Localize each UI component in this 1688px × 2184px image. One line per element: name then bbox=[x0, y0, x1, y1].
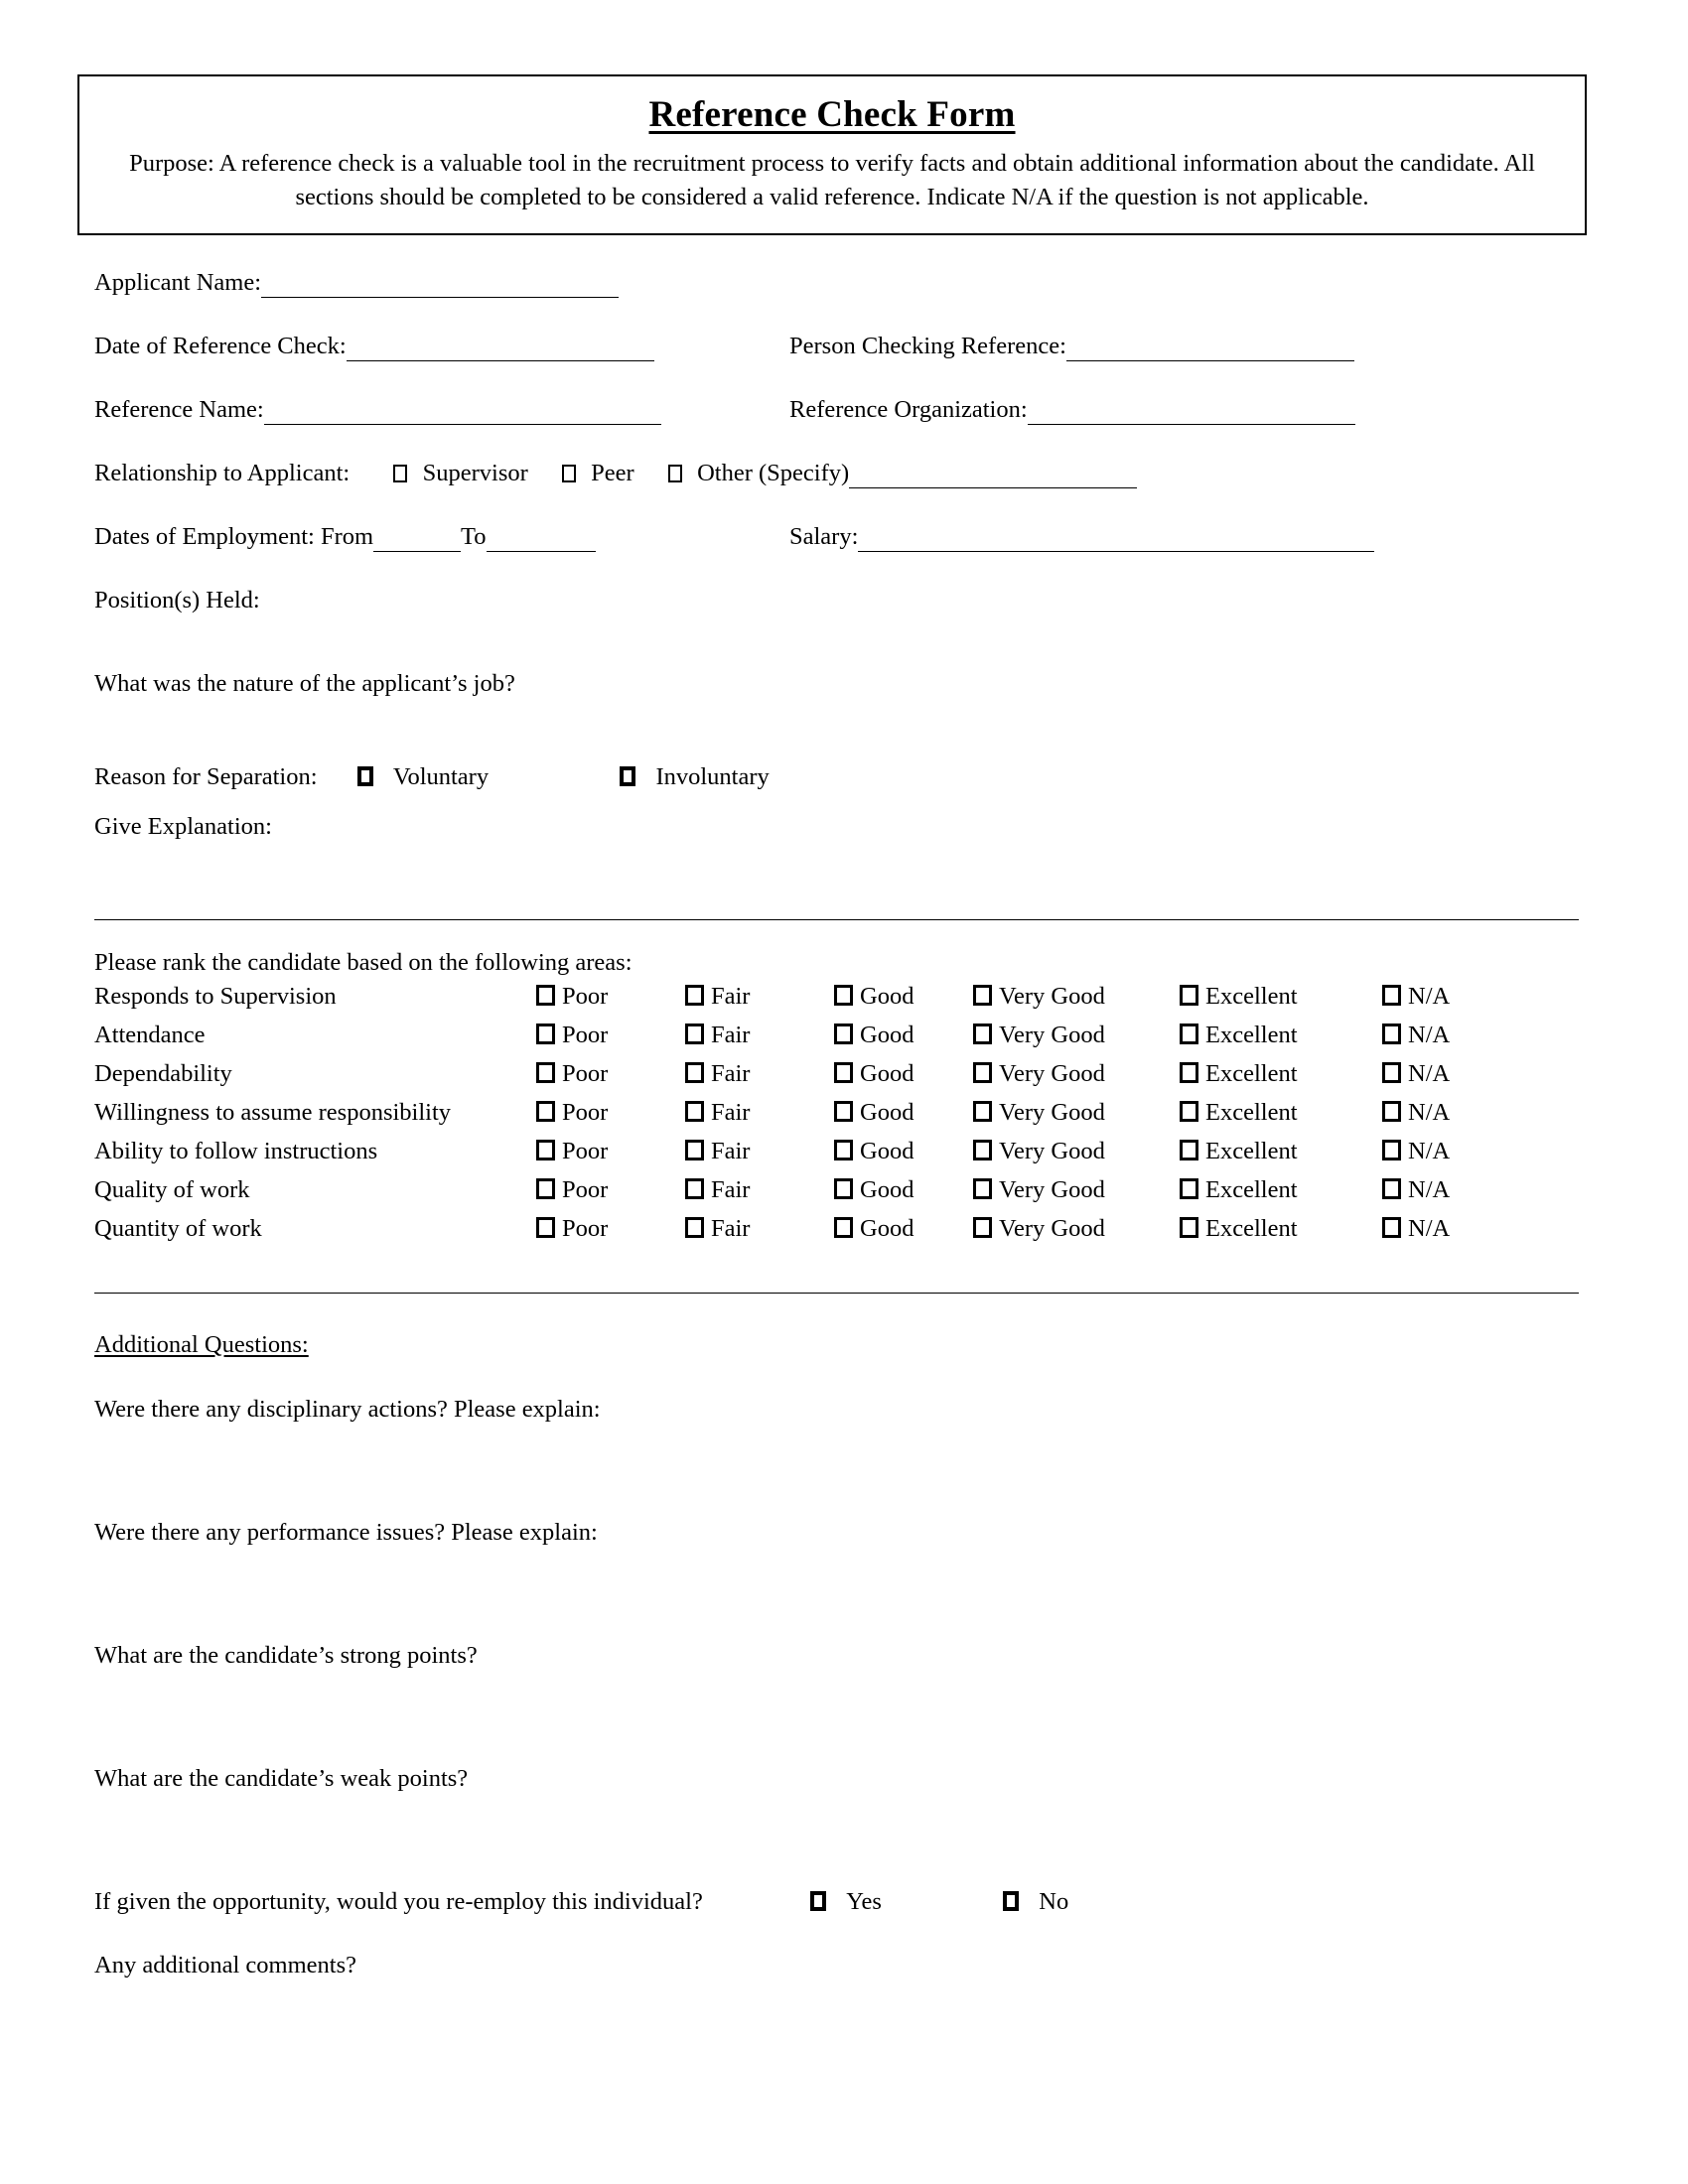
rating-option[interactable] bbox=[1382, 1060, 1450, 1088]
rating-row bbox=[94, 1060, 1584, 1099]
nature-of-job-question: What was the nature of the applicant’s job? bbox=[94, 670, 515, 697]
separation-option-voluntary-label: Voluntary bbox=[392, 763, 490, 790]
rating-option-label: Excellent bbox=[1205, 1176, 1298, 1203]
date-of-reference-check-row bbox=[94, 332, 654, 363]
rating-option-label: Good bbox=[860, 1138, 914, 1164]
rating-option-label: Excellent bbox=[1205, 1022, 1298, 1048]
checkbox-reemploy-no-icon[interactable] bbox=[1003, 1891, 1019, 1911]
rating-option-label: Excellent bbox=[1205, 1215, 1298, 1242]
person-checking-reference-label: Person Checking Reference: bbox=[789, 333, 1066, 359]
rating-row bbox=[94, 983, 1584, 1022]
rating-option[interactable] bbox=[536, 983, 608, 1011]
rating-option[interactable] bbox=[973, 1060, 1105, 1088]
checkbox-icon[interactable] bbox=[536, 1140, 555, 1160]
relationship-other-input[interactable] bbox=[849, 459, 1137, 488]
rating-option[interactable] bbox=[1382, 1176, 1450, 1204]
checkbox-icon[interactable] bbox=[834, 1101, 853, 1122]
checkbox-icon[interactable] bbox=[1180, 985, 1198, 1006]
rating-option[interactable] bbox=[973, 1215, 1105, 1243]
rating-option-label: Poor bbox=[562, 1138, 609, 1164]
rating-option-label: Poor bbox=[562, 1176, 609, 1203]
applicant-name-input[interactable] bbox=[261, 268, 619, 298]
reemploy-question-label: If given the opportunity, would you re-employ this individual? bbox=[94, 1888, 703, 1915]
rating-option-label: N/A bbox=[1408, 983, 1451, 1010]
checkbox-icon[interactable] bbox=[1180, 1140, 1198, 1160]
checkbox-icon[interactable] bbox=[834, 1140, 853, 1160]
reference-name-input[interactable] bbox=[264, 395, 661, 425]
rating-row bbox=[94, 1138, 1584, 1176]
checkbox-icon[interactable] bbox=[685, 1062, 704, 1083]
checkbox-icon[interactable] bbox=[973, 1024, 992, 1044]
rating-option[interactable] bbox=[1180, 1138, 1298, 1165]
rating-option-label: Poor bbox=[562, 1099, 609, 1126]
rating-option[interactable] bbox=[536, 1215, 608, 1243]
checkbox-icon[interactable] bbox=[1180, 1062, 1198, 1083]
rating-option[interactable] bbox=[536, 1022, 608, 1049]
person-checking-reference-input[interactable] bbox=[1066, 332, 1354, 361]
rating-option-label: Fair bbox=[711, 1215, 751, 1242]
rating-option-label: N/A bbox=[1408, 1099, 1451, 1126]
rating-option-label: Fair bbox=[711, 1022, 751, 1048]
positions-held-label: Position(s) Held: bbox=[94, 587, 260, 614]
rating-row-label: Dependability bbox=[94, 1060, 232, 1087]
reason-for-separation-label: Reason for Separation: bbox=[94, 763, 318, 790]
rating-option-label: Very Good bbox=[999, 1060, 1105, 1087]
checkbox-icon[interactable] bbox=[1382, 1217, 1401, 1238]
rating-option-label: Good bbox=[860, 1099, 914, 1126]
checkbox-icon[interactable] bbox=[1382, 1062, 1401, 1083]
rating-option[interactable] bbox=[973, 1176, 1105, 1204]
rating-option[interactable] bbox=[1180, 1215, 1298, 1243]
checkbox-icon[interactable] bbox=[973, 1140, 992, 1160]
reference-organization-input[interactable] bbox=[1028, 395, 1355, 425]
checkbox-icon[interactable] bbox=[973, 1101, 992, 1122]
checkbox-icon[interactable] bbox=[1382, 1140, 1401, 1160]
rating-option[interactable] bbox=[834, 1176, 914, 1204]
checkbox-icon[interactable] bbox=[685, 1178, 704, 1199]
rating-option[interactable] bbox=[834, 983, 914, 1011]
checkbox-icon[interactable] bbox=[1382, 1178, 1401, 1199]
rating-option[interactable] bbox=[685, 1176, 750, 1204]
checkbox-icon[interactable] bbox=[1180, 1101, 1198, 1122]
checkbox-icon[interactable] bbox=[1382, 1024, 1401, 1044]
salary-row bbox=[789, 522, 1374, 554]
question-weak-points: What are the candidate’s weak points? bbox=[94, 1765, 469, 1792]
dates-to-label: To bbox=[461, 523, 487, 550]
rating-option[interactable] bbox=[1382, 1215, 1450, 1243]
checkbox-icon[interactable] bbox=[536, 985, 555, 1006]
employment-from-input[interactable] bbox=[373, 522, 461, 552]
rating-option-label: N/A bbox=[1408, 1022, 1451, 1048]
relationship-option-peer-label: Peer bbox=[591, 460, 634, 486]
rating-option-label: Very Good bbox=[999, 1176, 1105, 1203]
rating-option-label: Excellent bbox=[1205, 983, 1298, 1010]
rating-option[interactable] bbox=[973, 983, 1105, 1011]
reference-organization-row bbox=[789, 395, 1355, 427]
rating-row-label: Attendance bbox=[94, 1022, 206, 1048]
rating-instruction: Please rank the candidate based on the following areas: bbox=[94, 949, 633, 976]
checkbox-icon[interactable] bbox=[834, 1217, 853, 1238]
rating-option-label: Very Good bbox=[999, 1099, 1105, 1126]
checkbox-icon[interactable] bbox=[973, 1217, 992, 1238]
rating-option[interactable] bbox=[1382, 1022, 1450, 1049]
rating-option-label: Fair bbox=[711, 983, 751, 1010]
rating-option[interactable] bbox=[834, 1099, 914, 1127]
rating-option[interactable] bbox=[536, 1060, 608, 1088]
checkbox-icon[interactable] bbox=[1180, 1217, 1198, 1238]
rating-row-label: Willingness to assume responsibility bbox=[94, 1099, 452, 1126]
rating-option[interactable] bbox=[1382, 1138, 1450, 1165]
give-explanation-label: Give Explanation: bbox=[94, 813, 272, 840]
checkbox-icon[interactable] bbox=[685, 985, 704, 1006]
rating-option-label: Good bbox=[860, 1022, 914, 1048]
checkbox-icon[interactable] bbox=[834, 1024, 853, 1044]
rating-option-label: Very Good bbox=[999, 983, 1105, 1010]
rating-option-label: Very Good bbox=[999, 1215, 1105, 1242]
checkbox-icon[interactable] bbox=[973, 1062, 992, 1083]
rating-row-label: Quantity of work bbox=[94, 1215, 262, 1242]
rating-row bbox=[94, 1099, 1584, 1138]
checkbox-icon[interactable] bbox=[1180, 1024, 1198, 1044]
rating-row-label: Responds to Supervision bbox=[94, 983, 337, 1010]
rating-option[interactable] bbox=[834, 1022, 914, 1049]
checkbox-icon[interactable] bbox=[834, 1062, 853, 1083]
rating-option-label: Poor bbox=[562, 983, 609, 1010]
relationship-to-applicant-row bbox=[94, 459, 1137, 490]
reference-organization-label: Reference Organization: bbox=[789, 396, 1028, 423]
employment-to-input[interactable] bbox=[487, 522, 596, 552]
rating-option-label: N/A bbox=[1408, 1215, 1451, 1242]
reemploy-option-yes-label: Yes bbox=[846, 1888, 882, 1915]
rating-option-label: Very Good bbox=[999, 1022, 1105, 1048]
purpose-paragraph: Purpose: A reference check is a valuable tool in the recruitment process to verify facts and obtain additional information about the candidate. All sections should be completed to be considered a valid reference. Indicate N/A if the question is not applicable. bbox=[129, 149, 1535, 211]
rating-option[interactable] bbox=[834, 1138, 914, 1165]
checkbox-icon[interactable] bbox=[1180, 1178, 1198, 1199]
rating-option-label: Good bbox=[860, 1215, 914, 1242]
rating-option-label: Poor bbox=[562, 1060, 609, 1087]
rating-option-label: Excellent bbox=[1205, 1138, 1298, 1164]
rating-option[interactable] bbox=[834, 1215, 914, 1243]
rating-option[interactable] bbox=[536, 1138, 608, 1165]
checkbox-peer-icon[interactable] bbox=[562, 465, 576, 482]
checkbox-icon[interactable] bbox=[536, 1062, 555, 1083]
checkbox-icon[interactable] bbox=[685, 1024, 704, 1044]
checkbox-other-icon[interactable] bbox=[668, 465, 682, 482]
rating-option-label: N/A bbox=[1408, 1176, 1451, 1203]
rating-option-label: Excellent bbox=[1205, 1099, 1298, 1126]
rating-option-label: Fair bbox=[711, 1176, 751, 1203]
rating-option[interactable] bbox=[973, 1022, 1105, 1049]
reason-for-separation-row bbox=[94, 762, 770, 791]
rating-option[interactable] bbox=[1180, 983, 1298, 1011]
rating-option-label: N/A bbox=[1408, 1138, 1451, 1164]
rating-option[interactable] bbox=[685, 1022, 750, 1049]
rating-option-label: Excellent bbox=[1205, 1060, 1298, 1087]
salary-label: Salary: bbox=[789, 523, 859, 550]
rating-option[interactable] bbox=[1180, 1099, 1298, 1127]
reemploy-option-no-label: No bbox=[1039, 1888, 1069, 1915]
rating-option[interactable] bbox=[536, 1099, 608, 1127]
rating-row bbox=[94, 1176, 1584, 1215]
rating-option[interactable] bbox=[536, 1176, 608, 1204]
rating-option-label: N/A bbox=[1408, 1060, 1451, 1087]
rating-option[interactable] bbox=[834, 1060, 914, 1088]
rating-option[interactable] bbox=[1382, 983, 1450, 1011]
rating-option[interactable] bbox=[1180, 1060, 1298, 1088]
question-disciplinary-actions: Were there any disciplinary actions? Please explain: bbox=[94, 1396, 601, 1423]
rating-option[interactable] bbox=[1180, 1176, 1298, 1204]
checkbox-reemploy-yes-icon[interactable] bbox=[810, 1891, 826, 1911]
rating-option-label: Poor bbox=[562, 1022, 609, 1048]
rating-row bbox=[94, 1215, 1584, 1254]
dates-of-employment-label: Dates of Employment: From bbox=[94, 523, 374, 550]
checkbox-supervisor-icon[interactable] bbox=[393, 465, 407, 482]
rating-option[interactable] bbox=[685, 983, 750, 1011]
person-checking-reference-row bbox=[789, 332, 1354, 363]
checkbox-icon[interactable] bbox=[536, 1024, 555, 1044]
rating-option-label: Poor bbox=[562, 1215, 609, 1242]
rating-option[interactable] bbox=[973, 1138, 1105, 1165]
checkbox-icon[interactable] bbox=[685, 1217, 704, 1238]
checkbox-icon[interactable] bbox=[834, 985, 853, 1006]
checkbox-icon[interactable] bbox=[1382, 1101, 1401, 1122]
rating-option-label: Fair bbox=[711, 1060, 751, 1087]
rating-option[interactable] bbox=[1180, 1022, 1298, 1049]
dates-of-employment-row bbox=[94, 522, 596, 554]
rating-option-label: Good bbox=[860, 1176, 914, 1203]
checkbox-voluntary-icon[interactable] bbox=[357, 766, 373, 786]
relationship-to-applicant-label: Relationship to Applicant: bbox=[94, 460, 351, 486]
salary-input[interactable] bbox=[858, 522, 1374, 552]
relationship-option-supervisor-label: Supervisor bbox=[422, 460, 528, 486]
additional-questions-heading: Additional Questions: bbox=[94, 1331, 309, 1358]
rating-row-label: Ability to follow instructions bbox=[94, 1138, 378, 1164]
reference-name-label: Reference Name: bbox=[94, 396, 264, 423]
rating-option[interactable] bbox=[685, 1215, 750, 1243]
reemploy-row bbox=[94, 1887, 1068, 1916]
applicant-name-label: Applicant Name: bbox=[94, 269, 262, 296]
rating-option[interactable] bbox=[685, 1099, 750, 1127]
relationship-option-other-label: Other (Specify) bbox=[697, 460, 850, 486]
rating-option[interactable] bbox=[685, 1138, 750, 1165]
rating-option-label: Fair bbox=[711, 1099, 751, 1126]
reference-name-row bbox=[94, 395, 661, 427]
divider-above-rating bbox=[94, 919, 1579, 920]
date-of-reference-check-label: Date of Reference Check: bbox=[94, 333, 347, 359]
checkbox-involuntary-icon[interactable] bbox=[620, 766, 635, 786]
rating-row-label: Quality of work bbox=[94, 1176, 250, 1203]
page-title: Reference Check Form bbox=[648, 94, 1016, 135]
rating-table bbox=[94, 983, 1584, 1254]
header-box bbox=[77, 74, 1587, 235]
date-of-reference-check-input[interactable] bbox=[347, 332, 654, 361]
question-performance-issues: Were there any performance issues? Please explain: bbox=[94, 1519, 598, 1546]
checkbox-icon[interactable] bbox=[834, 1178, 853, 1199]
checkbox-icon[interactable] bbox=[536, 1217, 555, 1238]
checkbox-icon[interactable] bbox=[685, 1101, 704, 1122]
checkbox-icon[interactable] bbox=[973, 985, 992, 1006]
checkbox-icon[interactable] bbox=[685, 1140, 704, 1160]
rating-option-label: Good bbox=[860, 983, 914, 1010]
rating-row bbox=[94, 1022, 1584, 1060]
rating-option[interactable] bbox=[685, 1060, 750, 1088]
checkbox-icon[interactable] bbox=[536, 1178, 555, 1199]
question-strong-points: What are the candidate’s strong points? bbox=[94, 1642, 478, 1669]
rating-option[interactable] bbox=[973, 1099, 1105, 1127]
checkbox-icon[interactable] bbox=[536, 1101, 555, 1122]
rating-option-label: Very Good bbox=[999, 1138, 1105, 1164]
separation-option-involuntary-label: Involuntary bbox=[655, 763, 770, 790]
applicant-name-row bbox=[94, 268, 619, 300]
divider-below-rating bbox=[94, 1293, 1579, 1294]
rating-option[interactable] bbox=[1382, 1099, 1450, 1127]
rating-option-label: Fair bbox=[711, 1138, 751, 1164]
checkbox-icon[interactable] bbox=[1382, 985, 1401, 1006]
question-additional-comments: Any additional comments? bbox=[94, 1952, 356, 1979]
checkbox-icon[interactable] bbox=[973, 1178, 992, 1199]
rating-option-label: Good bbox=[860, 1060, 914, 1087]
